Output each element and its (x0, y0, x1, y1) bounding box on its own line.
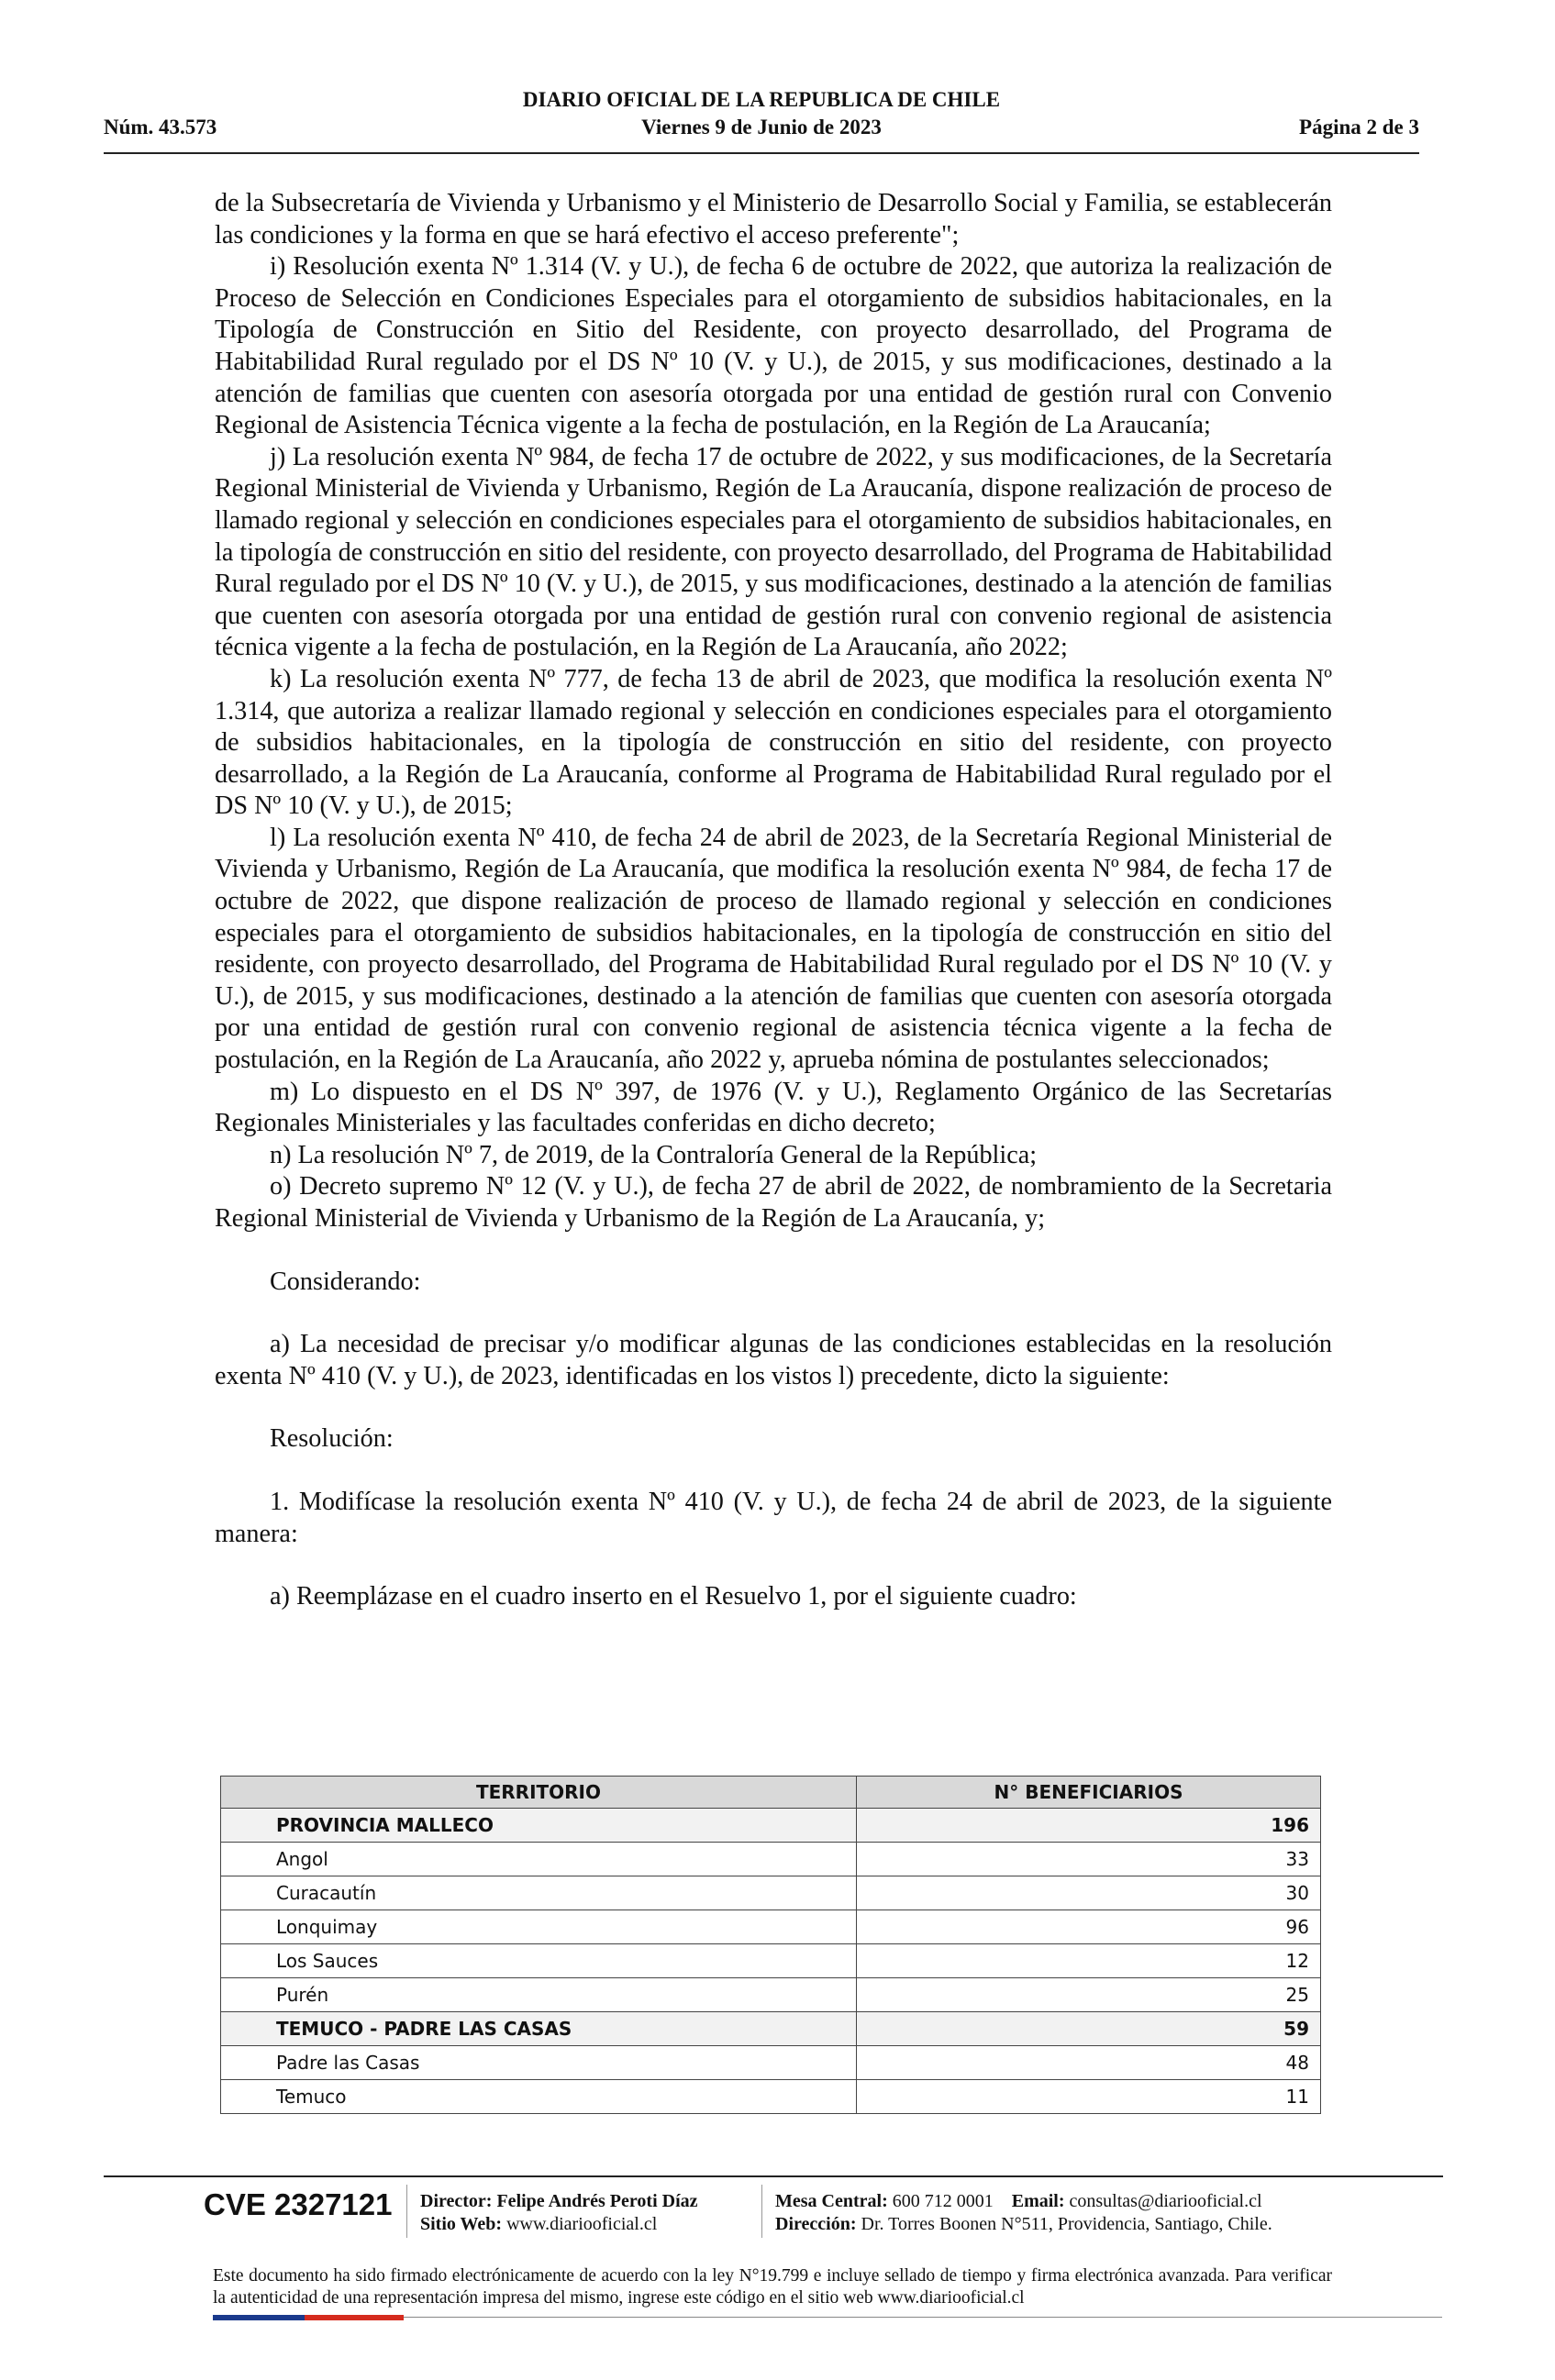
table-row (221, 1843, 1321, 1876)
column-header-territorio: TERRITORIO (221, 1777, 857, 1809)
table-row (221, 1809, 1321, 1843)
table-row (221, 1944, 1321, 1978)
paragraph-l: l) La resolución exenta Nº 410, de fecha 24 de abril de 2023, de la Secretaría Regional Ministerial de Vivienda y Urbanismo, Región de La Araucanía, que modifica la resolución exenta Nº 984, de fecha 17 de octubre de 2022, que dispone realización de proceso de llamado regional y selección en condiciones especiales para el otorgamiento de subsidios habitacionales, en la tipología de construcción en sitio del residente, con proyecto desarrollado, del Programa de Habitabilidad Rural regulado por el DS Nº 10 (V. y U.), de 2015, y sus modificaciones, destinado a la atención de familias que cuenten con asesoría otorgada por una entidad de gestión rural con convenio regional de asistencia técnica vigente a la fecha de postulación, en la Región de La Araucanía, año 2022 y, aprueba nómina de postulantes seleccionados; (215, 823, 1332, 1075)
page-header (104, 88, 1419, 154)
publication-title: DIARIO OFICIAL DE LA REPUBLICA DE CHILE (522, 88, 1001, 111)
paragraph-i: i) Resolución exenta Nº 1.314 (V. y U.), de fecha 6 de octubre de 2022, que autoriza la realización de Proceso de Selección en Condiciones Especiales para el otorgamiento de subsidios habitacionales, en la Tipología de Construcción en Sitio del Residente, con proyecto desarrollado, del Programa de Habitabilidad Rural regulado por el DS Nº 10 (V. y U.), de 2015, y sus modificaciones, destinado a la atención de familias que cuenten con asesoría otorgada por una entidad de gestión rural con Convenio Regional de Asistencia Técnica vigente a la fecha de postulación, en la Región de La Araucanía; (215, 252, 1332, 440)
cell-territorio: Purén (221, 1978, 857, 2012)
table-row (221, 1876, 1321, 1910)
cell-beneficiarios: 196 (857, 1809, 1321, 1843)
cell-territorio: TEMUCO - PADRE LAS CASAS (221, 2012, 857, 2046)
flag-stripe-blue (213, 2315, 305, 2320)
cell-beneficiarios: 59 (857, 2012, 1321, 2046)
paragraph-considerando-a: a) La necesidad de precisar y/o modificar algunas de las condiciones establecidas en la resolución exenta Nº 410 (V. y U.), de 2023, identificadas en los vistos l) precedente, dicto la siguiente: (215, 1330, 1332, 1390)
table-row (221, 2046, 1321, 2080)
cve-code: CVE 2327121 (204, 2187, 393, 2221)
cell-territorio: Angol (221, 1843, 857, 1876)
page-number: Página 2 de 3 (1299, 116, 1419, 138)
table-row (221, 2012, 1321, 2046)
table-header-row (221, 1777, 1321, 1809)
cell-beneficiarios: 25 (857, 1978, 1321, 2012)
table-row (221, 1978, 1321, 2012)
mesa-label: Mesa Central: (775, 2191, 888, 2211)
cell-beneficiarios: 96 (857, 1910, 1321, 1944)
column-header-beneficiarios: N° BENEFICIARIOS (857, 1777, 1321, 1809)
director-label: Director: (420, 2191, 493, 2211)
cell-territorio: PROVINCIA MALLECO (221, 1809, 857, 1843)
flag-stripe-red (305, 2315, 404, 2320)
cell-beneficiarios: 48 (857, 2046, 1321, 2080)
cell-territorio: Lonquimay (221, 1910, 857, 1944)
footer-director-block (420, 2190, 698, 2236)
website-link[interactable]: www.diariooficial.cl (506, 2214, 658, 2234)
paragraph-k: k) La resolución exenta Nº 777, de fecha 13 de abril de 2023, que modifica la resolución exenta Nº 1.314, que autoriza a realizar llamado regional y selección en condiciones especiales para el otorgamiento de subsidios habitacionales, en la tipología de construcción en sitio del residente, con proyecto desarrollado, a la Región de La Araucanía, conforme al Programa de Habitabilidad Rural regulado por el DS Nº 10 (V. y U.), de 2015; (215, 664, 1332, 821)
cell-beneficiarios: 30 (857, 1876, 1321, 1910)
header-divider (104, 152, 1419, 154)
paragraph-resolucion-1a: a) Reemplázase en el cuadro inserto en el Resuelvo 1, por el siguiente cuadro: (270, 1582, 1077, 1611)
paragraph-n: n) La resolución Nº 7, de 2019, de la Contraloría General de la República; (270, 1140, 1038, 1169)
address-text: Dr. Torres Boonen N°511, Providencia, Santiago, Chile. (861, 2214, 1272, 2234)
cell-territorio: Padre las Casas (221, 2046, 857, 2080)
cell-beneficiarios: 12 (857, 1944, 1321, 1978)
cell-beneficiarios: 33 (857, 1843, 1321, 1876)
issue-date: Viernes 9 de Junio de 2023 (641, 116, 882, 138)
cell-territorio: Los Sauces (221, 1944, 857, 1978)
cell-beneficiarios: 11 (857, 2080, 1321, 2114)
paragraph-resolucion-1: 1. Modifícase la resolución exenta Nº 410 (V. y U.), de fecha 24 de abril de 2023, de la siguiente manera: (215, 1487, 1332, 1548)
beneficiaries-table (220, 1776, 1321, 2114)
table-row (221, 2080, 1321, 2114)
email-label: Email: (1011, 2191, 1065, 2211)
paragraph-continuation: de la Subsecretaría de Vivienda y Urbanismo y el Ministerio de Desarrollo Social y Familia, se establecerán las condiciones y la forma en que se hará efectivo el acceso preferente"; (215, 189, 1332, 249)
footer-separator (406, 2185, 407, 2238)
paragraph-o: o) Decreto supremo Nº 12 (V. y U.), de fecha 27 de abril de 2022, de nombramiento de la Secretaria Regional Ministerial de Vivienda y Urbanismo de la Región de La Araucanía, y; (215, 1172, 1332, 1233)
website-label: Sitio Web: (420, 2214, 503, 2234)
mesa-phone: 600 712 0001 (892, 2191, 994, 2211)
footer-separator (761, 2185, 762, 2238)
heading-resolucion: Resolución: (270, 1424, 394, 1454)
footer-contact-block (775, 2190, 1272, 2236)
heading-considerando: Considerando: (270, 1267, 421, 1296)
issue-number: Núm. 43.573 (104, 116, 217, 138)
signature-notice: Este documento ha sido firmado electrónicamente de acuerdo con la ley N°19.799 e incluye sellado de tiempo y firma electrónica avanzada. Para verificar la autenticidad de una representación impresa del mismo, ingrese este código en el sitio web www.diariooficial.cl (213, 2266, 1332, 2308)
footer-divider (104, 2175, 1443, 2177)
table-row (221, 1910, 1321, 1944)
cell-territorio: Temuco (221, 2080, 857, 2114)
document-body (215, 188, 1332, 1613)
address-label: Dirección: (775, 2214, 857, 2234)
paragraph-j: j) La resolución exenta Nº 984, de fecha 17 de octubre de 2022, y sus modificaciones, de la Secretaría Regional Ministerial de Vivienda y Urbanismo, Región de La Araucanía, dispone realización de proceso de llamado regional y selección en condiciones especiales para el otorgamiento de subsidios habitacionales, en la tipología de construcción en sitio del residente, con proyecto desarrollado, del Programa de Habitabilidad Rural regulado por el DS Nº 10 (V. y U.), de 2015, y sus modificaciones, destinado a la atención de familias que cuenten con asesoría otorgada por una entidad de gestión rural con convenio regional de asistencia técnica vigente a la fecha de postulación, en la Región de La Araucanía, año 2022; (215, 442, 1332, 662)
director-name: Felipe Andrés Peroti Díaz (496, 2191, 698, 2211)
email-link[interactable]: consultas@diariooficial.cl (1069, 2191, 1262, 2211)
cell-territorio: Curacautín (221, 1876, 857, 1910)
paragraph-m: m) Lo dispuesto en el DS Nº 397, de 1976 (V. y U.), Reglamento Orgánico de las Secretarías Regionales Ministeriales y las facultades conferidas en dicho decreto; (215, 1077, 1332, 1138)
